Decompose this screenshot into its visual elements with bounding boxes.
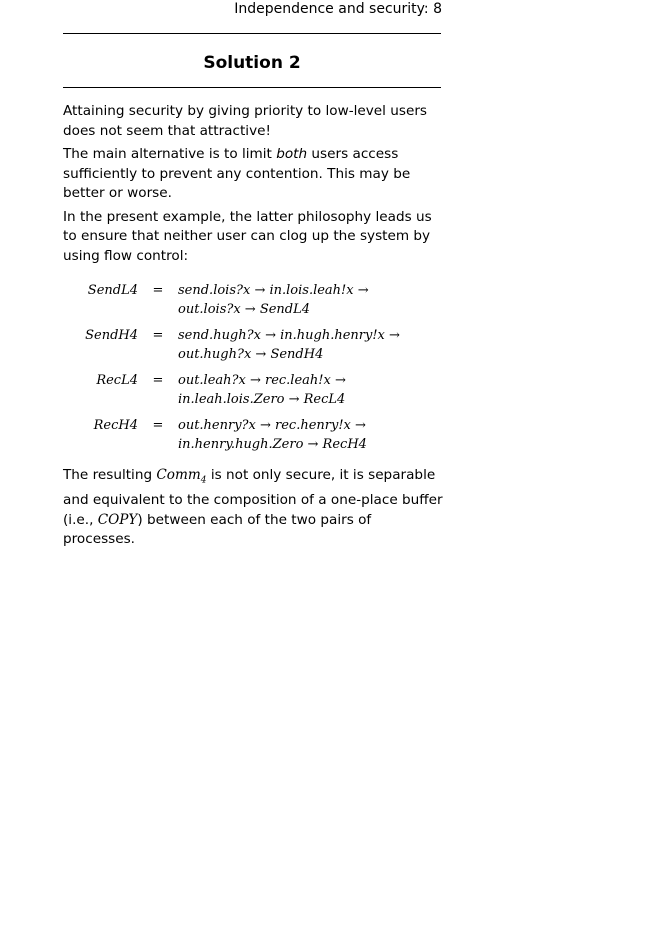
- slide-title: Solution 2: [203, 53, 301, 73]
- definition-line-2: out.lois?x → SendL4: [178, 302, 311, 317]
- definition-line-2: in.henry.hugh.Zero → RecH4: [178, 437, 367, 452]
- paragraph-2: [63, 145, 445, 204]
- definition-line-2: out.hugh?x → SendH4: [178, 347, 324, 362]
- math-comm: Comm: [156, 467, 201, 483]
- definition-line-1: send.hugh?x → in.hugh.henry!x →: [178, 328, 400, 343]
- definition-rhs: [178, 281, 445, 319]
- paragraph-2-start: The main alternative is to limit: [63, 146, 277, 162]
- equals-sign: =: [152, 328, 164, 343]
- definition-sendh4: [63, 326, 445, 364]
- equals-sign: =: [152, 283, 164, 298]
- definition-recl4: [63, 371, 445, 409]
- definition-lhs: SendL4: [87, 283, 138, 298]
- definition-line-1: out.leah?x → rec.leah!x →: [178, 373, 346, 388]
- definition-sendl4: [63, 281, 445, 319]
- paragraph-3: In the present example, the latter philosophy leads us to ensure that neither user can clog up the system by using flow control:: [63, 208, 432, 264]
- paragraph-4-middle: is not only secure, it is separable and equivalent to the composition of a one-place buffer (i.e.,: [63, 467, 443, 528]
- paragraph-4-end: ) between each of the two pairs of processes.: [63, 511, 372, 548]
- definition-lhs: RecL4: [96, 373, 138, 388]
- equals-sign: =: [152, 373, 164, 388]
- emphasis-both: both: [276, 146, 308, 162]
- definition-rhs: [178, 326, 445, 364]
- paragraph-1: Attaining security by giving priority to low-level users does not seem that attractive!: [63, 103, 428, 139]
- math-comm-subscript: 4: [200, 475, 207, 486]
- paragraph-4-start: The resulting: [63, 467, 157, 483]
- math-copy: COPY: [97, 511, 138, 528]
- slide-body: [63, 102, 445, 554]
- definition-lhs: RecH4: [93, 418, 138, 433]
- definition-rech4: [63, 416, 445, 454]
- equals-sign: =: [152, 418, 164, 433]
- definition-rhs: [178, 371, 445, 409]
- running-head: Independence and security: 8: [234, 1, 442, 17]
- definition-lhs: SendH4: [85, 328, 138, 343]
- definition-rhs: [178, 416, 445, 454]
- top-rule: [63, 33, 441, 34]
- definition-line-2: in.leah.lois.Zero → RecL4: [178, 392, 346, 407]
- bottom-rule: [63, 87, 441, 88]
- definition-line-1: send.lois?x → in.lois.leah!x →: [178, 283, 369, 298]
- paragraph-4: [63, 466, 445, 550]
- process-definitions: [63, 281, 445, 454]
- definition-line-1: out.henry?x → rec.henry!x →: [178, 418, 366, 433]
- paragraph-2-end: users access sufficiently to prevent any contention. This may be better or worse.: [63, 146, 411, 201]
